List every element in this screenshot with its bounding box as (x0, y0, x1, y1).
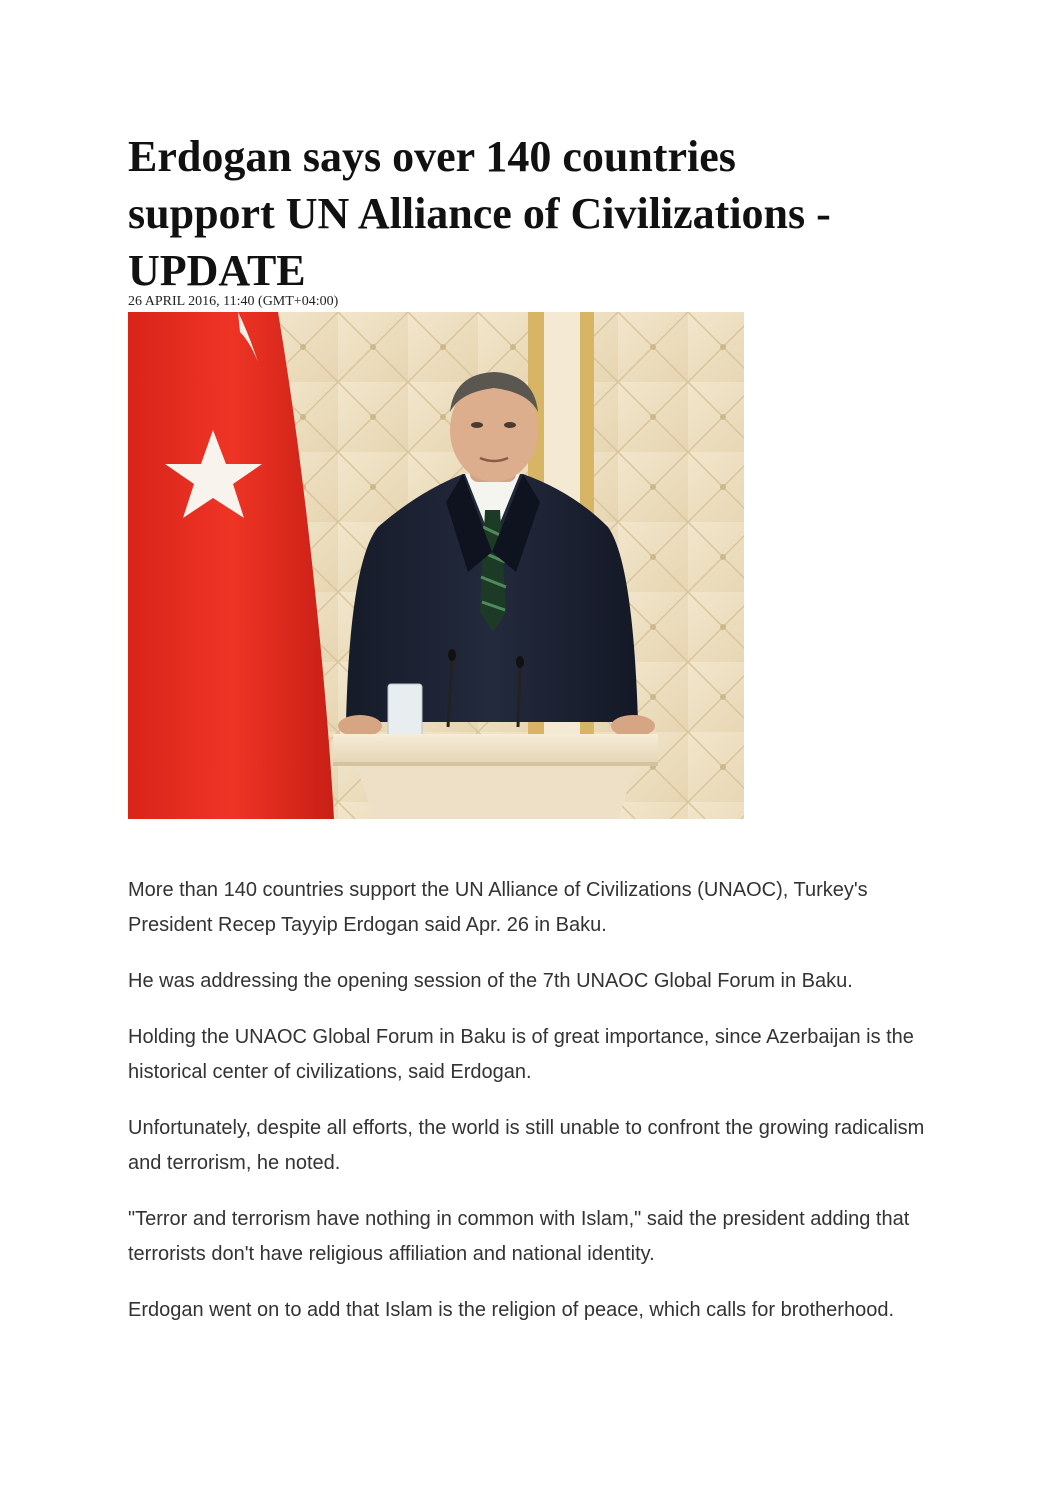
article-paragraph: Erdogan went on to add that Islam is the religion of peace, which calls for brotherhood. (128, 1299, 895, 1321)
article-photo (128, 312, 744, 819)
article-paragraph: "Terror and terrorism have nothing in common with Islam," said the president adding that terrorists don't have religious affiliation and national identity. (128, 1208, 910, 1265)
headline-line-3: UPDATE (128, 246, 306, 295)
speaker-at-podium-photo (128, 312, 744, 819)
article-paragraph: Unfortunately, despite all efforts, the world is still unable to confront the growing radicalism and terrorism, he noted. (128, 1117, 925, 1174)
article-paragraph: He was addressing the opening session of the 7th UNAOC Global Forum in Baku. (128, 970, 853, 992)
article-dateline: 26 APRIL 2016, 11:40 (GMT+04:00) (128, 294, 339, 309)
headline-line-1: Erdogan says over 140 countries (128, 132, 736, 181)
headline-line-2: support UN Alliance of Civilizations - (128, 189, 831, 238)
article-body (128, 873, 928, 1349)
article-paragraph: More than 140 countries support the UN Alliance of Civilizations (UNAOC), Turkey's President Recep Tayyip Erdogan said Apr. 26 in Baku. (128, 879, 868, 936)
article-paragraph: Holding the UNAOC Global Forum in Baku is of great importance, since Azerbaijan is the historical center of civilizations, said Erdogan. (128, 1026, 914, 1083)
article-headline (128, 128, 948, 299)
